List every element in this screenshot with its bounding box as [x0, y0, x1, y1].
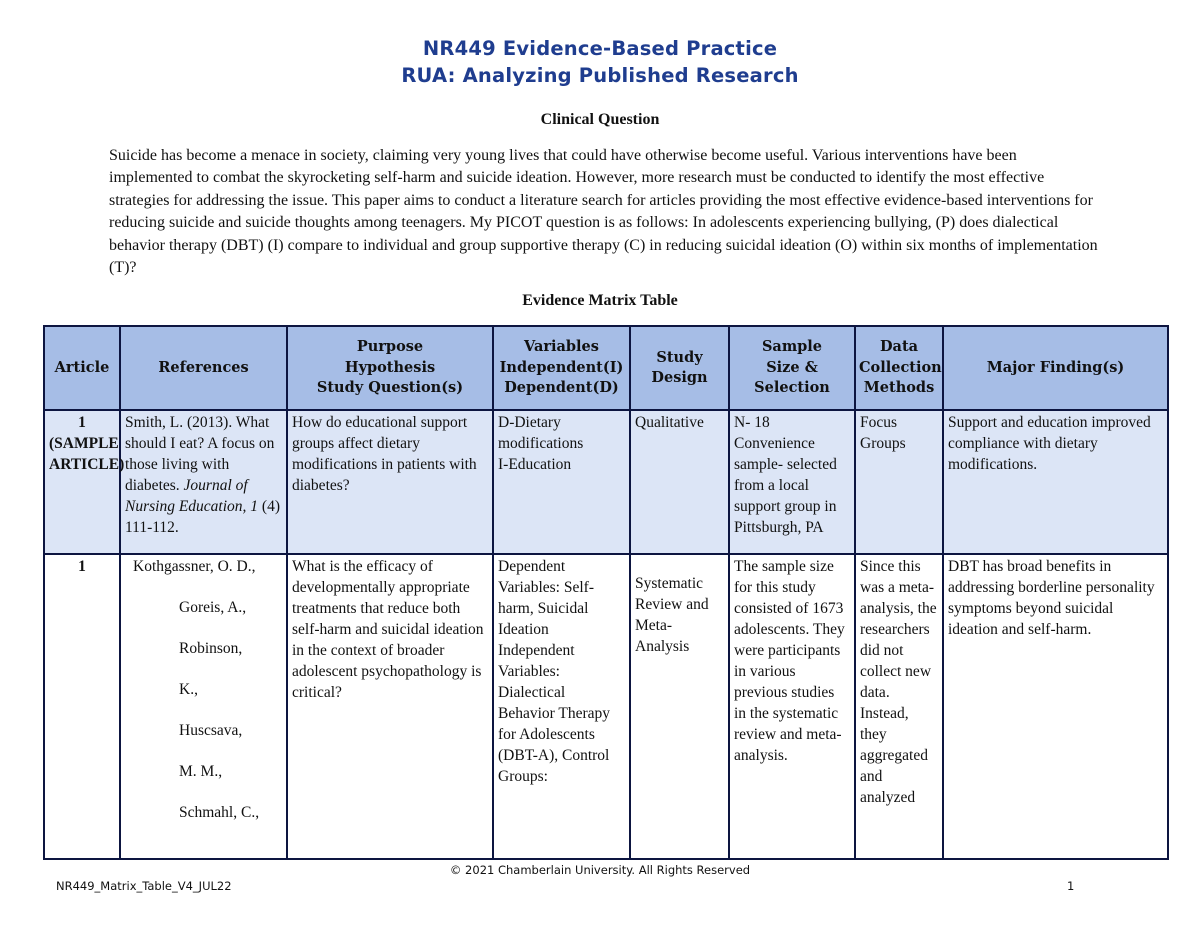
column-header-study-design: Study Design [630, 326, 729, 410]
reference-line: Robinson, [179, 640, 243, 657]
cell-sample: N- 18 Convenience sample- selected from a local support group in Pittsburgh, PA [729, 410, 855, 554]
cell-sample: The sample size for this study consisted of 1673 adolescents. They were participants in various previous studies in the systematic review and meta-analysis. [729, 554, 855, 859]
cell-article: 1 [44, 554, 120, 859]
cell-study-design: Qualitative [630, 410, 729, 554]
column-header-article: Article [44, 326, 120, 410]
cell-reference [120, 554, 287, 859]
reference-issue: (4) 111-112. [125, 498, 280, 536]
column-header-sample: Sample Size & Selection [729, 326, 855, 410]
table-row-sample-article [44, 410, 1168, 554]
cell-purpose: How do educational support groups affect dietary modifications in patients with diabetes? [287, 410, 493, 554]
cell-variables: Dependent Variables: Self-harm, Suicidal Ideation Independent Variables: Dialectical Behavior Therapy for Adolescents (DBT-A), Control Groups: [493, 554, 630, 859]
cell-variables: D-Dietary modifications I-Education [493, 410, 630, 554]
document-id-footer: NR449_Matrix_Table_V4_JUL22 [56, 879, 232, 893]
document-subtitle: RUA: Analyzing Published Research [401, 64, 799, 87]
table-row-article-1 [44, 554, 1168, 859]
column-header-data-collection: Data Collection Methods [855, 326, 943, 410]
reference-line: Schmahl, C., [179, 804, 260, 821]
cell-data-collection: Focus Groups [855, 410, 943, 554]
evidence-matrix-table [43, 325, 1169, 860]
clinical-question-text: Suicide has become a menace in society, claiming very young lives that could have otherwise become useful. Various interventions have been implemented to combat the skyrocketing self-harm and suicide ideation. However, more research must be conducted to identify the most effective strategies for addressing the issue. This paper aims to conduct a literature search for articles providing the most effective evidence-based interventions for reducing suicide and suicide thoughts among teenagers. My PICOT question is as follows: In adolescents experiencing bullying, (P) does dialectical behavior therapy (DBT) (I) compare to individual and group supportive therapy (C) in reducing suicidal ideation (O) within six months of implementation (T)? [109, 147, 1098, 277]
cell-data-collection: Since this was a meta-analysis, the researchers did not collect new data. Instead, they aggregated and analyzed [855, 554, 943, 859]
cell-reference [120, 410, 287, 554]
reference-text: Smith, L. (2013). What should I eat? A focus on those living with diabetes. [125, 414, 275, 494]
evidence-matrix-heading: Evidence Matrix Table [522, 292, 678, 309]
cell-findings: Support and education improved compliance with dietary modifications. [943, 410, 1168, 554]
column-header-variables: Variables Independent(I) Dependent(D) [493, 326, 630, 410]
reference-line: M. M., [179, 763, 223, 780]
reference-line: Kothgassner, O. D., [133, 558, 256, 575]
reference-line: K., [179, 681, 198, 698]
page-number: 1 [1067, 879, 1075, 893]
table-header-row [44, 326, 1168, 410]
cell-study-design: Systematic Review and Meta-Analysis [630, 554, 729, 859]
cell-findings: DBT has broad benefits in addressing borderline personality symptoms beyond suicidal ideation and self-harm. [943, 554, 1168, 859]
reference-line: Goreis, A., [179, 599, 247, 616]
column-header-purpose: Purpose Hypothesis Study Question(s) [287, 326, 493, 410]
copyright-footer: © 2021 Chamberlain University. All Rights Reserved [449, 863, 751, 877]
cell-article: 1 (SAMPLE ARTICLE) [44, 410, 120, 554]
reference-journal: Journal of Nursing Education, 1 [125, 477, 259, 515]
clinical-question-heading: Clinical Question [540, 111, 660, 128]
column-header-findings: Major Finding(s) [943, 326, 1168, 410]
column-header-references: References [120, 326, 287, 410]
document-title: NR449 Evidence-Based Practice [422, 37, 778, 60]
reference-line: Huscsava, [179, 722, 243, 739]
cell-purpose: What is the efficacy of developmentally appropriate treatments that reduce both self-harm and suicidal ideation in the context of broader adolescent psychopathology is critical? [287, 554, 493, 859]
